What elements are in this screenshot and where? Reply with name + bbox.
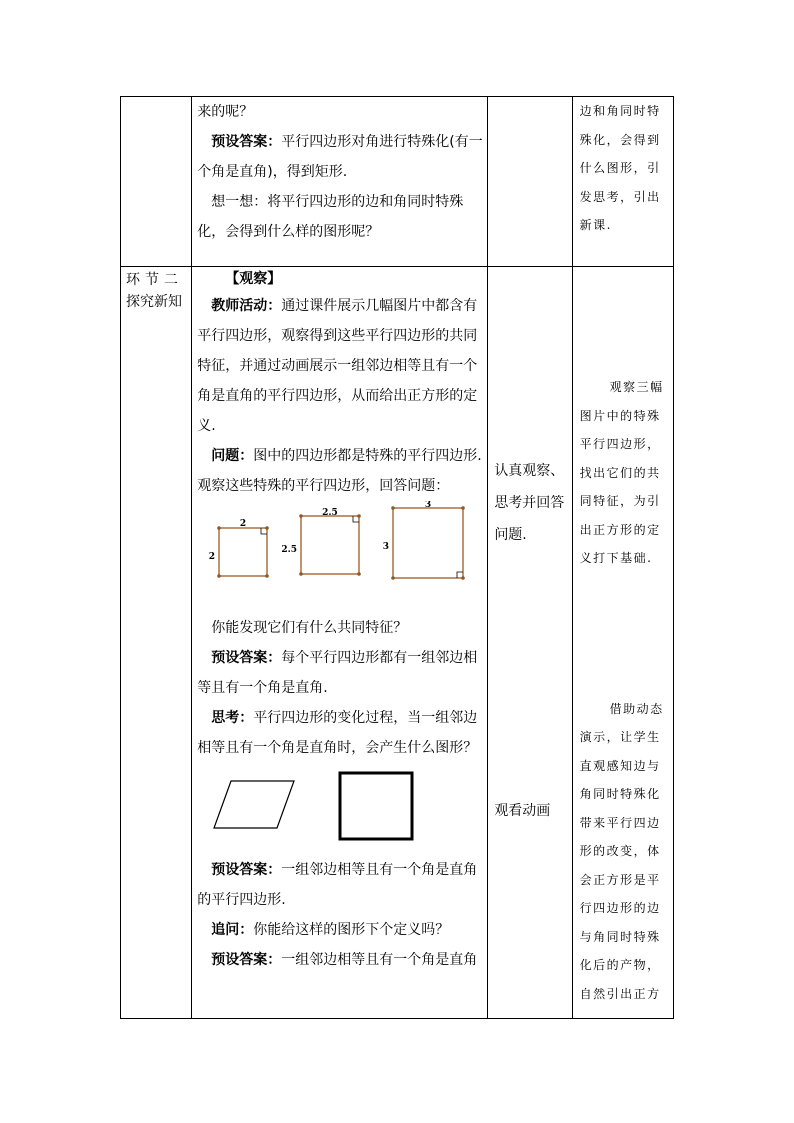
side-length-label: 2.5 (281, 545, 298, 555)
side-length-label: 3 (425, 501, 432, 510)
think-prompt: 想一想：将平行四边形的边和角同时特殊化，会得到什么样的图形呢？ (197, 194, 464, 240)
teacher-activity: 教师活动：通过课件展示几幅图片中都含有平行四边形，观察得到这些平行四边形的共同特征，并通过动画展示一组邻边相等且有一个角是直角的平行四边形，从而给出正方形的定义. (197, 298, 478, 434)
vertex-dot (357, 514, 361, 518)
vertex-dot (299, 572, 303, 576)
stage-cell (121, 267, 192, 1019)
student-activity: 认真观察、思考并回答问题. (494, 463, 565, 543)
transform-figure (197, 763, 483, 855)
design-intent: 边和角同时特殊化，会得到什么图形，引发思考，引出新课. (572, 97, 673, 267)
vertex-dot (265, 574, 269, 578)
content-line: 来的呢？ (197, 104, 254, 120)
side-length-label: 3 (382, 542, 390, 552)
question: 问题：图中的四边形都是特殊的平行四边形. 观察这些特殊的平行四边形，回答问题： (197, 448, 482, 494)
preset-answer: 预设答案：一组邻边相等且有一个角是直角 (211, 952, 478, 968)
vertex-dot (299, 514, 303, 518)
think-question: 思考：平行四边形的变化过程，当一组邻边相等且有一个角是直角时，会产生什么图形？ (197, 710, 478, 756)
design-intent: 借助动态演示，让学生直观感知边与角同时特殊化带来平行四边形的改变，体会正方形是平行四边形的边与角同时特殊化后的产物，自然引出正方 (579, 701, 664, 1001)
observe-heading: 【观察】 (225, 271, 282, 287)
vertex-dot (391, 506, 395, 510)
design-intent: 观察三幅图片中的特殊平行四边形，找出它们的共同特征，为引出正方形的定义打下基础. (579, 380, 664, 565)
side-length-label: 2.5 (322, 508, 339, 518)
square-shape (340, 773, 412, 839)
discover-question: 你能发现它们有什么共同特征？ (211, 620, 408, 636)
vertex-dot (357, 572, 361, 576)
stage-cell-empty (121, 97, 192, 267)
student-cell-empty (488, 97, 572, 267)
square-shape (393, 508, 463, 578)
vertex-dot (391, 576, 395, 580)
stage-title: 环节二 (126, 272, 183, 288)
squares-figure (197, 501, 483, 613)
table-row (121, 267, 674, 1019)
vertex-dot (265, 526, 269, 530)
content-cell (192, 267, 488, 1019)
design-cell (572, 267, 673, 1019)
preset-answer: 预设答案：平行四边形对角进行特殊化(有一个角是直角)，得到矩形. (197, 134, 483, 180)
student-cell (488, 267, 572, 1019)
student-activity: 观看动画 (494, 803, 551, 819)
square-shape (219, 528, 267, 576)
side-length-label: 2 (208, 552, 216, 562)
followup-question: 追问：你能给这样的图形下个定义吗？ (211, 922, 450, 938)
side-length-label: 2 (240, 519, 247, 529)
stage-subtitle: 探究新知 (126, 294, 182, 310)
preset-answer: 预设答案：一组邻边相等且有一个角是直角的平行四边形. (197, 862, 478, 908)
content-cell (192, 97, 488, 267)
vertex-dot (217, 526, 221, 530)
preset-answer: 预设答案：每个平行四边形都有一组邻边相等且有一个角是直角. (197, 650, 478, 696)
table-row (121, 97, 674, 267)
squares-diagram (197, 501, 487, 613)
vertex-dot (217, 574, 221, 578)
lesson-table (120, 96, 674, 1019)
parallelogram-shape (214, 781, 294, 828)
square-shape (301, 516, 359, 574)
vertex-dot (461, 506, 465, 510)
vertex-dot (461, 576, 465, 580)
